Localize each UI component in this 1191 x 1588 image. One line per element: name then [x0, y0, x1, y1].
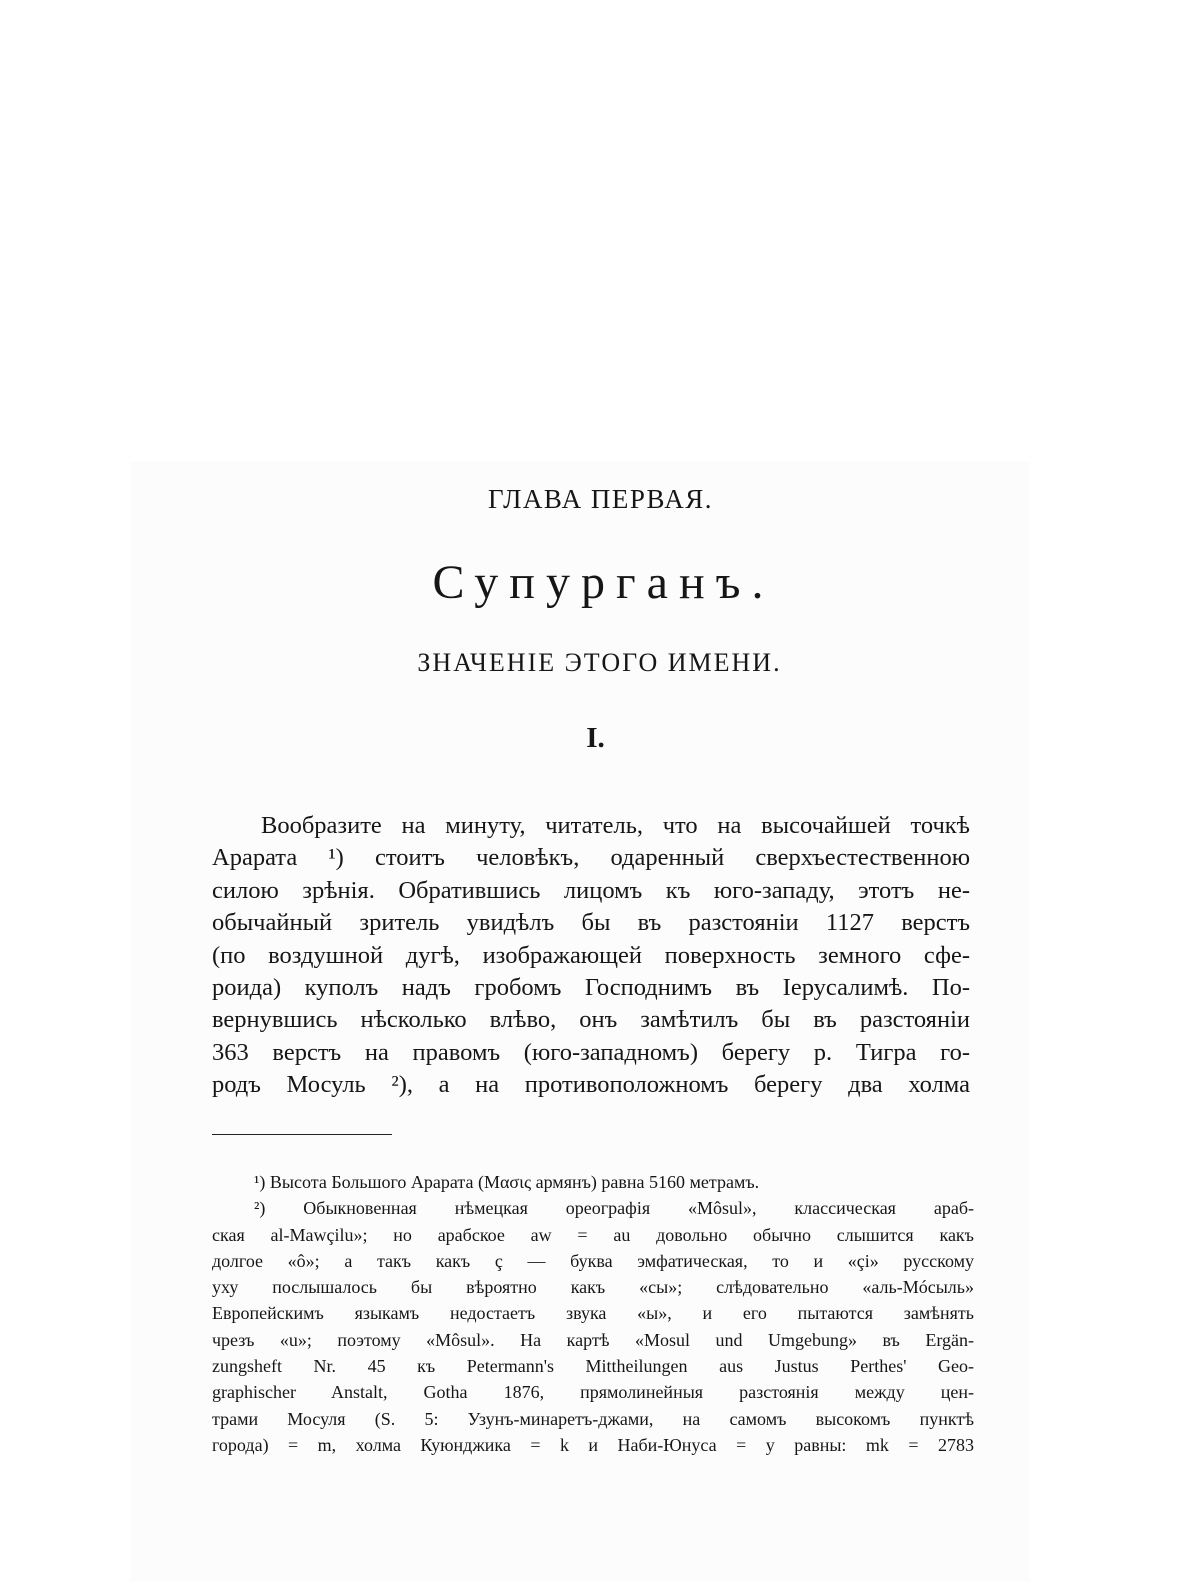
footnote-line: трами Мосуля (S. 5: Узунъ-минаретъ-джами, на самомъ высокомъ пунктѣ: [212, 1408, 974, 1429]
chapter-subtitle: ЗНАЧЕНІЕ ЭТОГО ИМЕНИ.: [417, 648, 782, 677]
footnote-line: ская al-Mawçilu»; но арабское aw = au довольно обычно слышится какъ: [212, 1224, 974, 1245]
footnote-line: уху послышалось бы вѣроятно какъ «сы»; слѣдовательно «аль-Мóсыль»: [212, 1277, 974, 1298]
body-text: [212, 810, 970, 1102]
footnote-divider: [212, 1134, 392, 1135]
body-line: (по воздушной дугѣ, изображающей поверхность земного сфе-: [212, 941, 970, 969]
body-line: Арарата ¹) стоитъ человѣкъ, одаренный сверхъестественною: [212, 844, 970, 872]
body-line: 363 верстъ на правомъ (юго-западномъ) берегу р. Тигра го-: [212, 1038, 970, 1066]
body-line: вернувшись нѣсколько влѣво, онъ замѣтилъ бы въ разстояніи: [212, 1006, 970, 1034]
body-line: силою зрѣнія. Обратившись лицомъ къ юго-западу, этотъ не-: [212, 876, 970, 904]
body-line: Вообразите на минуту, читатель, что на высочайшей точкѣ: [261, 812, 970, 839]
body-line: обычайный зритель увидѣлъ бы въ разстояніи 1127 верстъ: [212, 909, 970, 937]
footnote-line: чрезъ «u»; поэтому «Môsul». На картѣ «Mosul und Umgebung» въ Ergän-: [212, 1329, 974, 1350]
footnotes: [212, 1169, 974, 1458]
footnote-line: zungsheft Nr. 45 къ Petermann's Mittheilungen aus Justus Perthes' Geo-: [212, 1356, 974, 1377]
footnote-line: ²) Обыкновенная нѣмецкая ореографія «Môsul», классическая араб-: [254, 1198, 974, 1219]
section-number: I.: [586, 722, 605, 754]
footnote-line: Европейскимъ языкамъ недостаетъ звука «ы», и его пытаются замѣнять: [212, 1303, 974, 1324]
chapter-title: Супурганъ.: [432, 556, 775, 609]
body-line: родъ Мосуль ²), а на противоположномъ берегу два холма: [212, 1071, 970, 1099]
body-line: роида) куполъ надъ гробомъ Господнимъ въ Іерусалимѣ. По-: [212, 973, 970, 1001]
footnote-line: graphischer Anstalt, Gotha 1876, прямолинейныя разстоянія между цен-: [212, 1382, 974, 1403]
footnote-line: долгое «ô»; а такъ какъ ç — буква эмфатическая, то и «çi» русскому: [212, 1250, 974, 1271]
chapter-heading: ГЛАВА ПЕРВАЯ.: [487, 484, 714, 514]
footnote-line: города) = m, холма Куюнджика = k и Наби-Юнуса = y равны: mk = 2783: [212, 1434, 974, 1455]
footnote-line: ¹) Высота Большого Арарата (Μασις армянъ) равна 5160 метрамъ.: [254, 1172, 760, 1192]
